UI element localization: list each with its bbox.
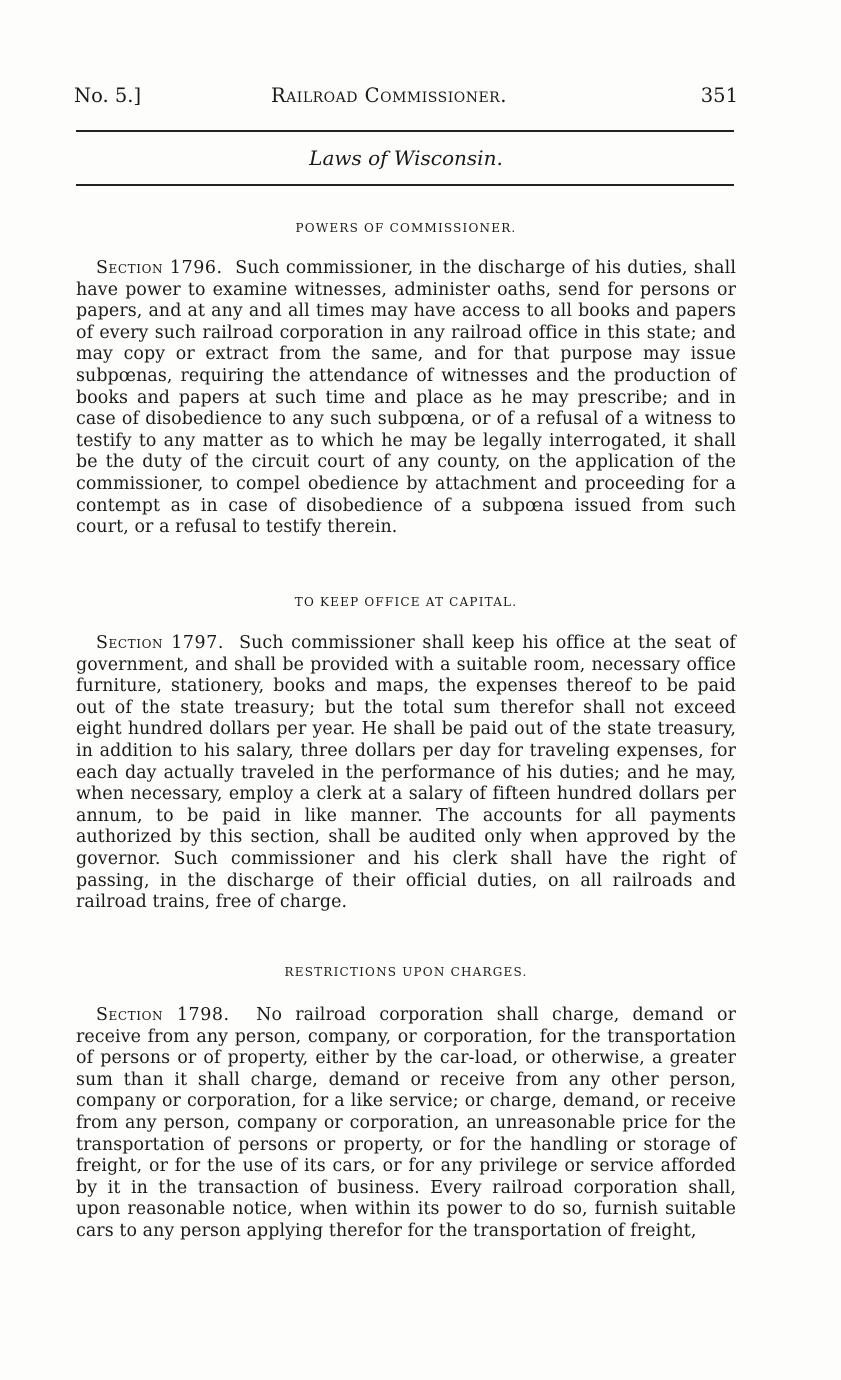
- running-title: Railroad Commissioner.: [271, 84, 507, 107]
- section-heading: POWERS OF COMMISSIONER.: [295, 221, 517, 235]
- page-number: 351: [700, 84, 738, 107]
- section-text: No railroad corporation shall charge, demand or receive from any person, company, or corporation, for the transportation of persons or of property, either by the car-load, or otherwise, a greater sum than it shall charge, demand or receive from any other person, company or corporation, for a like service; or charge, demand, or receive from any person, company or corporation, an unreasonable price for the transportation of persons or property, or for the handling or storage of freight, or for the use of its cars, or for any privilege or service afforded by it in the transaction of business. Every railroad corporation shall, upon reasonable notice, when within its power to do so, furnish suitable cars to any person applying therefor for the transportation of freight,: [76, 1005, 736, 1241]
- section-paragraph: [76, 258, 736, 539]
- section-label: Section 1797.: [96, 633, 224, 653]
- section-heading: TO KEEP OFFICE AT CAPITAL.: [294, 595, 518, 609]
- section-paragraph: [76, 633, 736, 914]
- section-paragraph: [76, 1005, 736, 1243]
- document-number: No. 5.]: [74, 84, 142, 107]
- laws-subtitle: Laws of Wisconsin.: [309, 146, 503, 170]
- top-rule: [76, 130, 734, 132]
- running-header: [76, 84, 736, 114]
- section-text: Such commissioner shall keep his office at the seat of government, and shall be provided with a suitable room, necessary office furniture, stationery, books and maps, the expenses thereof to be paid out of the state treasury; but the total sum therefor shall not exceed eight hundred dollars per year. He shall be paid out of the state treasury, in addition to his salary, three dollars per day for traveling expenses, for each day actually traveled in the performance of his duties; and he may, when necessary, employ a clerk at a salary of fifteen hundred dollars per annum, to be paid in like manner. The accounts for all payments authorized by this section, shall be audited only when approved by the governor. Such commissioner and his clerk shall have the right of passing, in the discharge of their official duties, on all railroads and railroad trains, free of charge.: [76, 633, 736, 913]
- section-heading: RESTRICTIONS UPON CHARGES.: [284, 965, 528, 979]
- bottom-rule: [76, 184, 734, 186]
- section-label: Section 1796.: [96, 258, 223, 278]
- section-label: Section 1798.: [96, 1005, 230, 1025]
- section-text: Such commissioner, in the discharge of his duties, shall have power to examine witnesses, administer oaths, send for persons or papers, and at any and all times may have access to all books and papers of every such railroad corporation in any railroad office in this state; and may copy or extract from the same, and for that purpose may issue subpœnas, requiring the attendance of witnesses and the production of books and papers at such time and place as he may prescribe; and in case of disobedience to any such subpœna, or of a refusal of a witness to testify to any matter as to which he may be legally interrogated, it shall be the duty of the circuit court of any county, on the application of the commissioner, to compel obedience by attachment and proceeding for a contempt as in case of disobedience of a subpœna issued from such court, or a refusal to testify therein.: [76, 258, 736, 538]
